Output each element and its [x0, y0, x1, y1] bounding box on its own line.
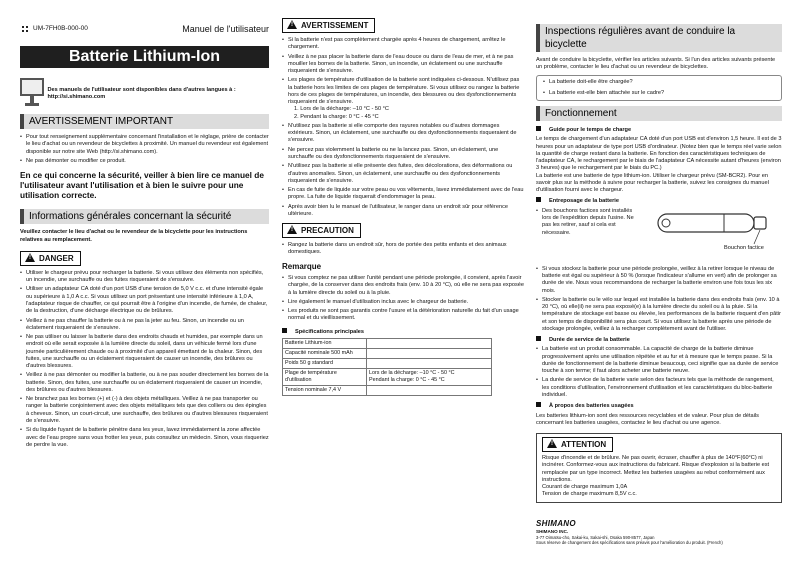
- inspections-heading: Inspections régulières avant de conduire la bicyclette: [536, 24, 782, 52]
- danger-item-4: • Ne pas utiliser ou laisser la batterie dans des endroits chauds et humides, par exemple dans un endroit où elle serait exposée à la lumière directe du soleil, dans un véhicule fermé lors d'une journée particulièrement chaude ou à proximité d'un appareil émettant de la chaleur. Sinon, des fuites, une surchauffe ou un éclatement risqueraient de causer un incendie, des brûlures ou d'autres blessures.: [20, 334, 269, 370]
- avert-item-5: • Ne percez pas violemment la batterie ou ne la lancez pas. Sinon, un éclatement, une surchauffe ou des dysfonctionnements risqueraient de s'ensuivre.: [282, 147, 525, 162]
- danger-label-text: DANGER: [39, 253, 74, 263]
- charger-text: La batterie est une batterie de type lithium-ion. Utiliser le chargeur prévu (SM-BCR2). Pour en savoir plus sur la méthode à suivre pour recharger la batterie, suivez les consignes du manuel d'utilisation fourni avec le chargeur.: [536, 172, 769, 194]
- column-middle: [282, 0, 525, 567]
- general-safety-heading: Informations générales concernant la sécurité: [20, 209, 269, 224]
- spec-temp-discharge: Lors de la décharge: –10 °C - 50 °C: [369, 369, 455, 376]
- attention-label-text: ATTENTION: [561, 440, 607, 450]
- square-bullet-icon: [536, 126, 541, 131]
- manuals-link-text: Des manuels de l'utilisateur sont disponibles dans d'autres langues à : http://si.shimano.com: [47, 87, 236, 101]
- used-batteries-text: Les batteries lithium-ion sont des ressources recyclables et de valeur. Pour plus de détails concernant les batteries usagées, contactez le lieu d'achat ou une agence.: [536, 412, 759, 426]
- dummy-cap-block: [536, 208, 782, 266]
- avert-item-6: • N'utilisez pas la batterie si elle présente des fuites, des décolorations, des déformations ou d'autres anomalies. Sinon, un éclatement, une surchauffe ou des dysfonctionnements risqueraient de s'ensuivre.: [282, 163, 525, 185]
- storage-heading-text: Entreposage de la batterie: [549, 198, 619, 205]
- danger-item-7: • Si du liquide fuyant de la batterie pénètre dans les yeux, lavez immédiatement la zone affectée avec de l'eau propre sans vous frotter les yeux, puis consultez un médecin. Sinon, vous risqueriez de perdre la vue.: [20, 427, 269, 449]
- service-life-item-2: • La durée de service de la batterie varie selon des facteurs tels que la méthode de rangement, les conditions d'utilisation, l'environnement d'utilisation et les caractéristiques du bloc-batterie individuel.: [536, 377, 782, 399]
- storage-item-1: • Si vous stockez la batterie pour une période prolongée, veillez à la retirer lorsque le niveau de batterie est égal ou supérieur à 50 % (lorsque l'indicateur s'allume en vert) afin de prolonger sa durée de vie. Nous vous recommandons de recharger la batterie environ une fois tous les six mois.: [536, 266, 782, 295]
- avert-item-7: • En cas de fuite de liquide sur votre peau ou vos vêtements, lavez immédiatement avec de l'eau propre. La fuite de liquide risquerait d'endommager la peau.: [282, 187, 525, 202]
- avert-item-8: • Après avoir bien lu le manuel de l'utilisateur, le ranger dans un endroit sûr pour référence ultérieure.: [282, 204, 525, 219]
- company-address: 3-77 Oimatsu-cho, Sakai-ku, Sakai-shi, Osaka 590-8577, Japan: [536, 534, 655, 540]
- table-row: [283, 348, 492, 358]
- inspections-intro: Avant de conduire la bicyclette, vérifier les articles suivants. Si l'un des articles suivants présente un problème, contacter le lieu d'achat ou un revendeur de bicyclettes.: [536, 57, 776, 71]
- inspections-box: [536, 75, 782, 102]
- avert-item-3: • Les plages de température d'utilisation de la batterie sont indiquées ci-dessous. N'utilisez pas la batterie hors les limites de ces plages de température. Si vous utilisez ou rangez la batterie hors de ces plages de températures, un incendie, des blessures ou des dysfonctionnements risqueraient de s'ensuivre.: [282, 77, 525, 106]
- spec-capacity: Capacité nominale 500 mAh: [283, 348, 367, 358]
- footer: [536, 519, 782, 546]
- remarque-item-3: • Les produits ne sont pas garantis contre l'usure et la détérioration naturelle du fait d'un usage normal et du vieillissement.: [282, 308, 525, 323]
- specs-heading-text: Spécifications principales: [295, 328, 365, 335]
- spec-temp-values: [367, 368, 492, 385]
- warning-triangle-icon: !: [287, 225, 297, 234]
- danger-item-6: • Ne branchez pas les bornes (+) et (-) à des objets métalliques. Veillez à ne pas transporter ou ranger la batterie conjointement avec des objets métalliques tels que des colliers ou des épingles à cheveux. Sinon, un court-circuit, une surchauffe, des brûlures ou d'autres blessures risqueraient de s'ensuivre.: [20, 396, 269, 425]
- manual-label: Manuel de l'utilisateur: [182, 24, 269, 34]
- document-code: UM-7FH0B-000-00: [33, 25, 88, 32]
- inspection-item-1: • La batterie doit-elle être chargée?: [543, 79, 775, 86]
- spec-temp-charge: Pendant la charge: 0 °C - 45 °C: [369, 376, 445, 383]
- danger-item-5: • Veillez à ne pas démonter ou modifier la batterie, ou à ne pas souder directement les bornes de la batterie. Sinon, des fuites, une surchauffe ou un éclatement risqueraient de causer un incendie, des brûlures ou d'autres blessures.: [20, 372, 269, 394]
- shimano-logo: SHIMANO: [536, 518, 576, 528]
- qr-code-icon: [20, 24, 30, 34]
- danger-label: [20, 251, 81, 266]
- spec-weight: Poids 50 g standard: [283, 358, 367, 368]
- avert-item-2: • Veillez à ne pas placer la batterie dans de l'eau douce ou dans de l'eau de mer, et à ne pas mouiller les bornes de la batterie. Sinon, un incendie, un éclatement ou une surchauffe risqueraient de s'ensuivre.: [282, 54, 525, 76]
- spec-type: Batterie Lithium-ion: [283, 338, 367, 348]
- service-life-heading-text: Durée de service de la batterie: [549, 337, 630, 344]
- remarque-item-2: • Lire également le manuel d'utilisation inclus avec le chargeur de batterie.: [282, 299, 525, 306]
- computer-monitor-icon: [20, 78, 41, 108]
- manuals-block: [20, 78, 269, 108]
- max-voltage: Tension de charge maximum 8,5V c.c.: [542, 491, 637, 498]
- fonctionnement-heading: Fonctionnement: [536, 106, 782, 121]
- storage-item-2: • Stocker la batterie ou le vélo sur lequel est installée la batterie dans des endroits frais (env. 10 à 20 °C), où elle(il) ne sera pas exposé(e) à la lumière directe du soleil ou à la pluie. Si la température de stockage est basse ou élevée, les performances de la batterie risquent d'en pâtir et son temps de disponibilité sera plus court. Si vous utilisez la batterie après une période de stockage prolongée, veillez à la recharger complètement avant de l'utiliser.: [536, 297, 782, 333]
- danger-item-3: • Veillez à ne pas chauffer la batterie ou à ne pas la jeter au feu. Sinon, un incendie ou un éclatement risqueraient de s'ensuivre.: [20, 318, 269, 333]
- page-title: Batterie Lithium-Ion: [20, 46, 269, 68]
- used-batteries-heading: [536, 402, 782, 410]
- specs-table: [282, 338, 492, 396]
- spec-voltage: Tension nominale 7,4 V: [283, 385, 367, 395]
- max-current: Courant de charge maximum 1,0A: [542, 484, 628, 491]
- warning-triangle-icon: !: [547, 439, 557, 448]
- column-right: [536, 0, 782, 567]
- temp-range-charge: 2. Pendant la charge: 0 °C - 45 °C: [294, 113, 379, 120]
- warning-triangle-icon: !: [25, 253, 35, 262]
- company-name: SHIMANO INC.: [536, 529, 569, 535]
- avertissement-label: [282, 18, 375, 33]
- service-life-item-1: • La batterie est un produit consommable. La capacité de charge de la batterie diminue progressivement après une utilisation répétée et au fur et à mesure que le temps passe. Si la durée de fonctionnement de la batterie diminue beaucoup, ceci signifie que sa durée de service touche à son terme; il faut alors acheter une batterie neuve.: [536, 346, 782, 375]
- avert-item-4: • N'utilisez pas la batterie si elle comporte des rayures notables ou d'autres dommages extérieurs. Sinon, un éclatement, une surchauffe ou des dysfonctionnements risqueraient de s'ensuivre.: [282, 123, 525, 145]
- important-bullet-1: • Pour tout renseignement supplémentaire concernant l'installation et le réglage, prière de contacter le lieu d'achat ou un revendeur de bicyclettes à proximité. Un manuel du revendeur est également disponible sur notre site Web (http://si.shimano.com).: [20, 134, 269, 156]
- header-row: [20, 24, 269, 40]
- temp-range-discharge: 1. Lors de la décharge: –10 °C - 50 °C: [294, 106, 389, 113]
- used-batteries-heading-text: À propos des batteries usagées: [549, 403, 634, 410]
- attention-label: [542, 437, 613, 452]
- table-row: [283, 368, 492, 385]
- avert-item-1: • Si la batterie n'est pas complètement chargée après 4 heures de chargement, arrêtez le chargement.: [282, 37, 525, 52]
- charge-time-text: Le temps de chargement d'un adaptateur CA doté d'un port USB est d'environ 1,5 heure. Il est de 3 heures pour un adaptateur de type port USB d'ordinateur. (Notez bien que le temps réel varie selon la quantité de charge restant dans la batterie. En fonction des caractéristiques techniques de l'adaptateur CA, le rechargement par le biais de l'adaptateur CA nécessite autant d'heures (environ 3 heures) que le rechargement par le biais du PC.): [536, 136, 782, 172]
- remarque-heading: Remarque: [282, 261, 322, 271]
- remarque-item-1: • Si vous comptez ne pas utiliser l'unité pendant une période prolongée, il convient, après l'avoir chargée, de la conserver dans des endroits frais (env. 10 à 20 °C), où elle ne sera pas exposée à la lumière directe du soleil ou à la pluie.: [282, 275, 525, 297]
- replacement-contact-text: Veuillez contacter le lieu d'achat ou le revendeur de la bicyclette pour les instructions relatives au remplacement.: [20, 229, 248, 243]
- table-row: [283, 385, 492, 395]
- dummy-cap-label: Bouchon factice: [724, 244, 764, 251]
- column-left: [20, 0, 269, 567]
- precaution-item: • Rangez la batterie dans un endroit sûr, hors de portée des petits enfants et des animaux domestiques.: [282, 242, 525, 257]
- specs-heading: [282, 328, 525, 336]
- attention-box: [536, 433, 782, 503]
- square-bullet-icon: [536, 336, 541, 341]
- dummy-cap-text: • Des bouchons factices sont installés lors de l'expédition depuis l'usine. Ne pas les retirer, sauf si cela est nécessaire.: [536, 208, 636, 237]
- precaution-label: [282, 223, 361, 238]
- warning-triangle-icon: !: [287, 20, 297, 29]
- charge-time-heading: [536, 126, 782, 134]
- square-bullet-icon: [536, 197, 541, 202]
- charge-time-heading-text: Guide pour le temps de charge: [549, 127, 632, 134]
- avertissement-label-text: AVERTISSEMENT: [301, 21, 369, 30]
- inspection-item-2: • La batterie est-elle bien attachée sur le cadre?: [543, 90, 775, 97]
- specs-change-note: Sous réserve de changement des spécifications sans préavis pour l'amélioration du produit. (French): [536, 540, 723, 546]
- spec-temp-label: Plage de température d'utilisation: [283, 368, 367, 385]
- attention-text: Risque d'incendie et de brûlure. Ne pas ouvrir, écraser, chauffer à plus de 140°F(60°C) ni incinérer. Conformez-vous aux instructions du fabricant. Risque d'explosion si la batterie est remplacée par un type incorrect. Mettez les batteries usagées au rebut conformément aux instructions.: [542, 455, 770, 483]
- table-row: [283, 358, 492, 368]
- important-bullet-2: • Ne pas démonter ou modifier ce produit.: [20, 158, 269, 165]
- danger-item-2: • Utiliser un adaptateur CA doté d'un port USB d'une tension de 5,0 V c.c. et d'une intensité égale ou supérieure à 1,0 A c.c. Si vous utilisez un port présentant une intensité inférieure à 1,0 A, l'adaptateur risque de chauffer, ce qui pourrait être à l'origine d'un incendie, de fumée, de chaleur, de la destruction, d'une décharge électrique ou de brûlures.: [20, 286, 269, 315]
- square-bullet-icon: [282, 328, 287, 333]
- precaution-label-text: PRECAUTION: [301, 226, 354, 236]
- service-life-heading: [536, 336, 782, 344]
- table-row: [283, 338, 492, 348]
- square-bullet-icon: [536, 402, 541, 407]
- important-warning-heading: AVERTISSEMENT IMPORTANT: [20, 114, 269, 129]
- safety-statement: En ce qui concerne la sécurité, veiller à bien lire ce manuel de l'utilisateur avant l'utilisation et à bien le suivre pour une utilisation correcte.: [20, 170, 264, 201]
- danger-item-1: • Utiliser le chargeur prévu pour recharger la batterie. Si vous utilisez des éléments non spécifiés, un incendie, une surchauffe ou des fuites risqueraient de s'ensuivre.: [20, 270, 269, 285]
